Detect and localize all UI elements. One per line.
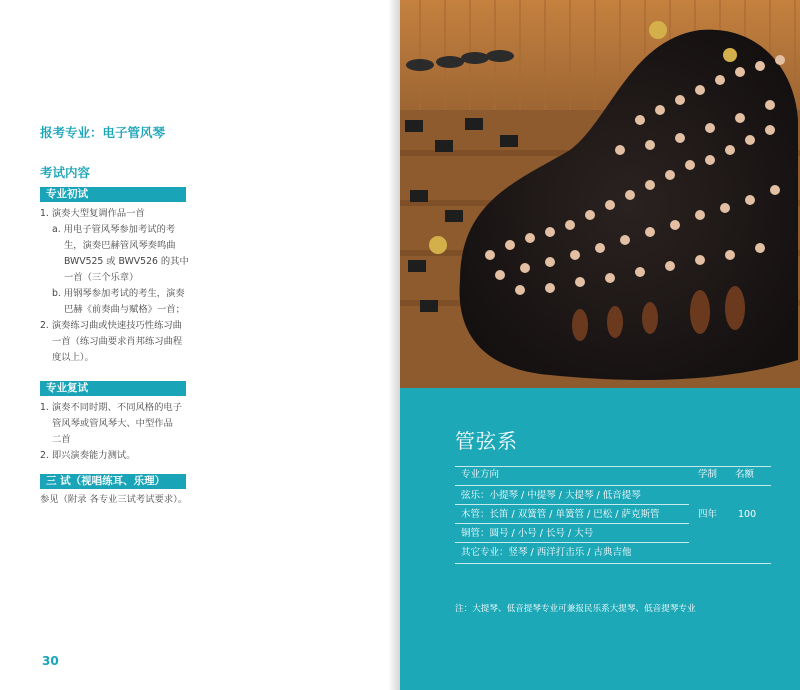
table-row: 木管：长笛 / 双簧管 / 单簧管 / 巴松 / 萨克斯管 <box>461 509 660 520</box>
table-rule <box>455 563 771 564</box>
text-line: 一首（练习曲要求肖邦练习曲程 <box>52 336 183 347</box>
text-line: 度以上）。 <box>52 352 94 363</box>
text-line: 参见（附录 各专业三试考试要求）。 <box>40 494 188 505</box>
header-quota: 名额 <box>735 469 755 480</box>
orchestra-photo-illustration <box>400 0 800 388</box>
header-direction: 专业方向 <box>461 469 500 480</box>
table-rule <box>455 466 771 467</box>
left-page <box>0 0 388 690</box>
table-row: 铜管：圆号 / 小号 / 长号 / 大号 <box>461 528 594 539</box>
text-line: 一首（三个乐章） <box>64 272 139 283</box>
quota-value: 100 <box>738 509 757 520</box>
preliminary-exam-text <box>40 206 190 366</box>
third-exam-text <box>40 492 190 508</box>
duration-value: 四年 <box>698 509 718 520</box>
text-line: 管风琴或管风琴大、中型作品 <box>52 418 173 429</box>
book-gutter <box>388 0 400 690</box>
page-number: 30 <box>42 654 59 668</box>
text-line: a. 用电子管风琴参加考试的考 <box>52 224 176 235</box>
text-line: 1. 演奏大型复调作品一首 <box>40 208 145 219</box>
text-line: b. 用钢琴参加考试的考生，演奏 <box>52 288 185 299</box>
text-line: 生，演奏巴赫管风琴奏鸣曲 <box>64 240 176 251</box>
major-title: 报考专业：电子管风琴 <box>40 125 166 140</box>
right-page <box>400 0 800 690</box>
exam-content-title: 考试内容 <box>40 165 91 180</box>
table-row: 弦乐：小提琴 / 中提琴 / 大提琴 / 低音提琴 <box>461 490 641 501</box>
text-line: 1. 演奏不同时期、不同风格的电子 <box>40 402 182 413</box>
header-duration: 学制 <box>698 469 718 480</box>
second-exam-bar: 专业复试 <box>40 381 186 396</box>
orchestra-photo <box>400 0 800 388</box>
third-exam-bar: 三 试（视唱练耳、乐理） <box>40 474 186 489</box>
text-line: 二首 <box>52 434 71 445</box>
text-line: 巴赫《前奏曲与赋格》一首； <box>64 304 185 315</box>
second-exam-text <box>40 400 190 464</box>
text-line: BWV525 或 BWV526 的其中 <box>64 256 189 267</box>
preliminary-exam-bar: 专业初试 <box>40 187 186 202</box>
department-title: 管弦系 <box>455 429 518 453</box>
table-row: 其它专业：竖琴 / 西洋打击乐 / 古典吉他 <box>461 547 632 558</box>
text-line: 2. 演奏练习曲或快速技巧性练习曲 <box>40 320 182 331</box>
text-line: 2. 即兴演奏能力测试。 <box>40 450 136 461</box>
footnote: 注：大提琴、低音提琴专业可兼报民乐系大提琴、低音提琴专业 <box>455 604 696 614</box>
